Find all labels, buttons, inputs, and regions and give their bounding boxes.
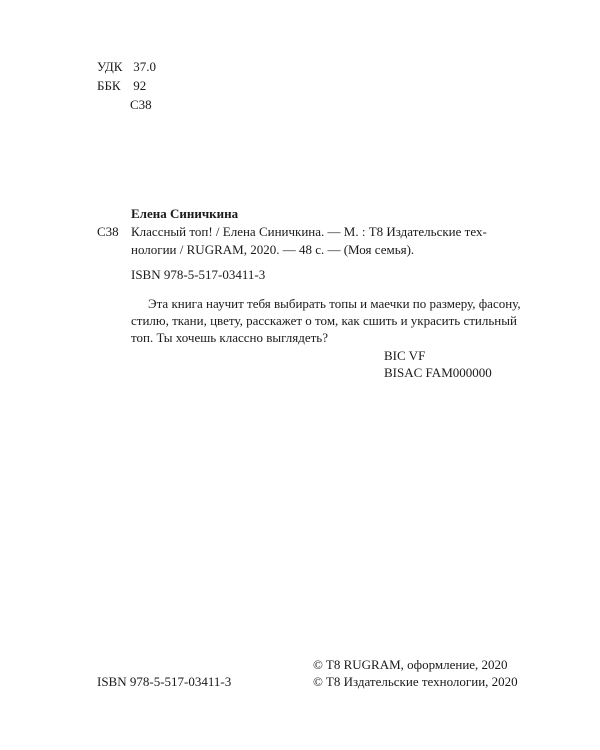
record-line-1: Классный топ! / Елена Синичкина. — М. : Т8 Издательские тех- xyxy=(131,224,487,239)
udk-line xyxy=(97,59,156,75)
footer-isbn: ISBN 978-5-517-03411-3 xyxy=(97,674,232,689)
udk-value: 37.0 xyxy=(133,59,156,74)
annotation-line-1: Эта книга научит тебя выбирать топы и маечки по размеру, фасону, xyxy=(148,296,521,311)
annotation-line-2: стилю, ткани, цвету, расскажет о том, как сшить и украсить стильный xyxy=(131,313,517,328)
bic-code: BIC VF xyxy=(384,348,426,363)
annotation-line-3: топ. Ты хочешь классно выглядеть? xyxy=(131,330,329,345)
copyright-design: © T8 RUGRAM, оформление, 2020 xyxy=(313,657,508,672)
isbn-record: ISBN 978-5-517-03411-3 xyxy=(131,267,266,282)
record-line-2: нологии / RUGRAM, 2020. — 48 с. — (Моя семья). xyxy=(131,242,415,257)
record-mark: С38 xyxy=(97,224,119,239)
author-mark: С38 xyxy=(130,97,152,112)
bbk-value: 92 xyxy=(133,78,147,93)
author-name: Елена Синичкина xyxy=(131,206,239,221)
bbk-label: ББК xyxy=(97,78,121,93)
bbk-line xyxy=(97,78,146,94)
copyright-publisher: © T8 Издательские технологии, 2020 xyxy=(313,674,518,689)
bisac-code: BISAC FAM000000 xyxy=(384,365,492,380)
udk-label: УДК xyxy=(97,59,123,74)
